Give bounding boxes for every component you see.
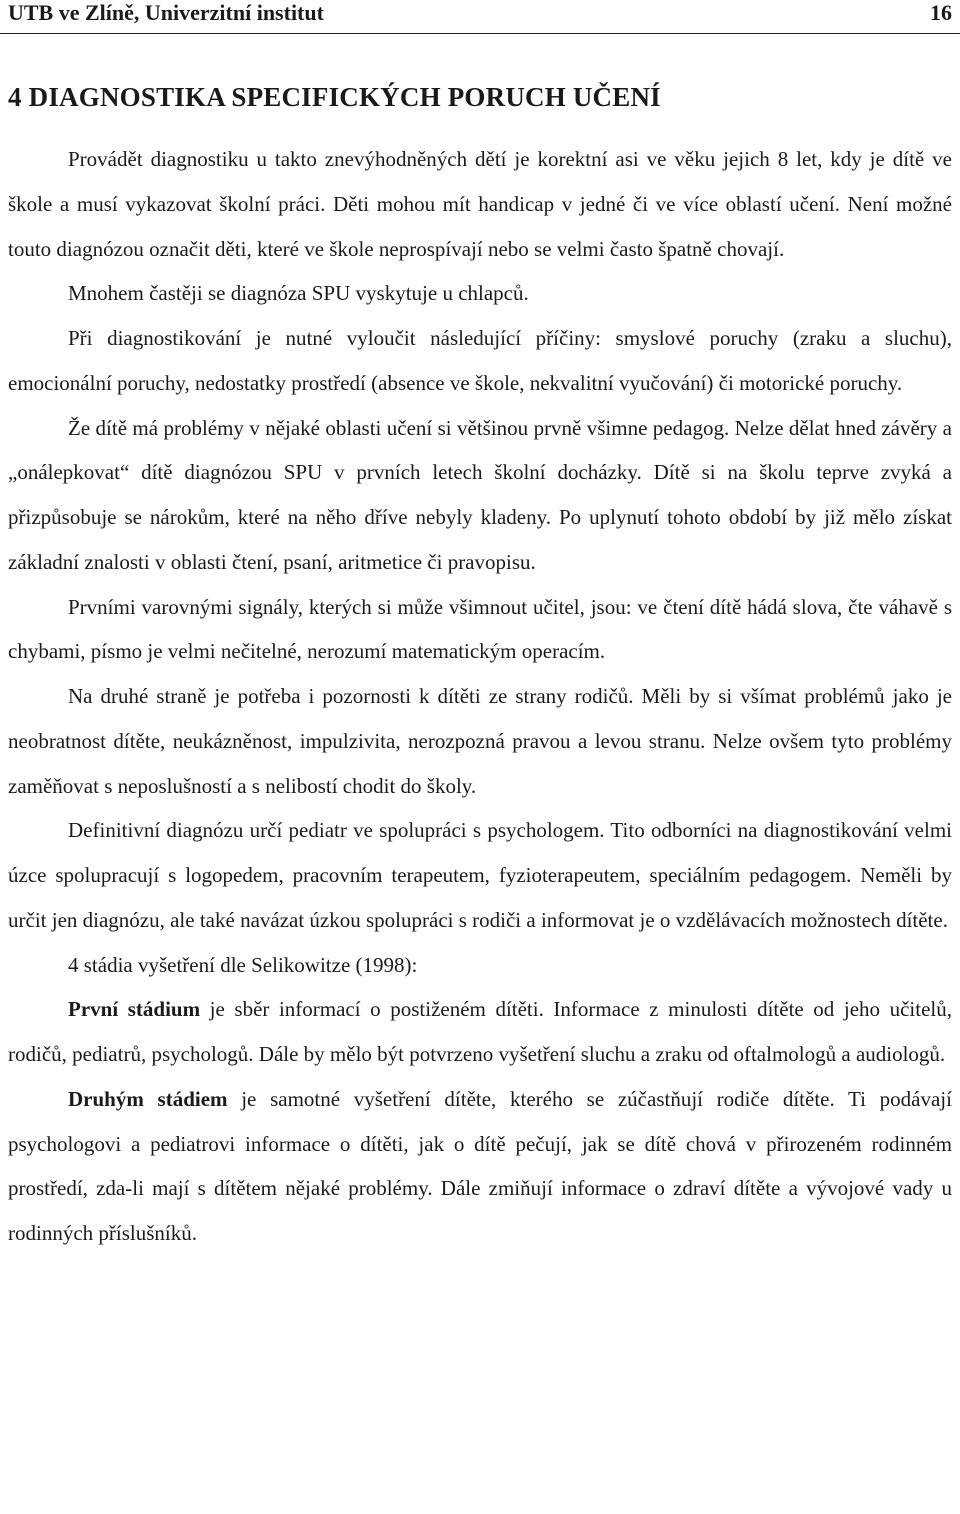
paragraph: 4 stádia vyšetření dle Selikowitze (1998):	[68, 952, 418, 977]
stage-label: Druhým stádiem	[68, 1086, 228, 1111]
paragraph: Druhým stádiem je samotné vyšetření dítěte, kterého se zúčastňují rodiče dítěte. Ti podávají psychologovi a pediatrovi informace o dítěti, jak o dítě pečují, jak se dítě chová v přirozeném rodinném prostředí, zda-li mají s dítětem nějaké problémy. Dále zmiňují informace o zdraví dítěte a vývojové vady u rodinných příslušníků.	[8, 1086, 952, 1245]
paragraph: Provádět diagnostiku u takto znevýhodněných dětí je korektní asi ve věku jejich 8 let, kdy je dítě ve škole a musí vykazovat školní práci. Děti mohou mít handicap v jedné či ve více oblastí učení. Není možné touto diagnózou označit děti, které ve škole neprospívají nebo se velmi často špatně chovají.	[8, 147, 952, 261]
paragraph: Prvními varovnými signály, kterých si může všimnout učitel, jsou: ve čtení dítě hádá slova, čte váhavě s chybami, písmo je velmi nečitelné, nerozumí matematickým operacím.	[8, 594, 952, 664]
paragraph: Při diagnostikování je nutné vyloučit následující příčiny: smyslové poruchy (zraku a sluchu), emocionální poruchy, nedostatky prostředí (absence ve škole, nekvalitní vyučování) či motorické poruchy.	[8, 326, 952, 395]
page-header	[0, 0, 960, 34]
paragraph: Definitivní diagnózu určí pediatr ve spolupráci s psychologem. Tito odborníci na diagnostikování velmi úzce spolupracují s logopedem, pracovním terapeutem, fyzioterapeutem, speciálním pedagogem. Neměli by určit jen diagnózu, ale také navázat úzkou spolupráci s rodiči a informovat je o vzdělávacích možnostech dítěte.	[8, 818, 952, 932]
paragraph: První stádium je sběr informací o postiženém dítěti. Informace z minulosti dítěte od jeho učitelů, rodičů, pediatrů, psychologů. Dále by mělo být potvrzeno vyšetření sluchu a zraku od oftalmologů a audiologů.	[8, 997, 952, 1066]
paragraph: Mnohem častěji se diagnóza SPU vyskytuje u chlapců.	[68, 281, 529, 306]
stage-label: První stádium	[68, 997, 201, 1022]
chapter-title: 4 DIAGNOSTIKA SPECIFICKÝCH PORUCH UČENÍ	[8, 82, 661, 112]
paragraph: Že dítě má problémy v nějaké oblasti učení si většinou prvně všimne pedagog. Nelze dělat hned závěry a „onálepkovat“ dítě diagnózou SPU v prvních letech školní docházky. Dítě si na školu teprve zvyká a přizpůsobuje se nárokům, které na něho dříve nebyly kladeny. Po uplynutí tohoto období by již mělo získat základní znalosti v oblasti čtení, psaní, aritmetice či pravopisu.	[8, 415, 952, 574]
header-institution: UTB ve Zlíně, Univerzitní institut	[8, 0, 324, 25]
paragraph: Na druhé straně je potřeba i pozornosti k dítěti ze strany rodičů. Měli by si všímat problémů jako je neobratnost dítěte, neukázněnost, impulzivita, nerozpozná pravou a levou stranu. Nelze ovšem tyto problémy zaměňovat s neposlušností a s nelibostí chodit do školy.	[8, 684, 952, 798]
header-page-number: 16	[930, 0, 952, 25]
body-text	[8, 137, 952, 1256]
